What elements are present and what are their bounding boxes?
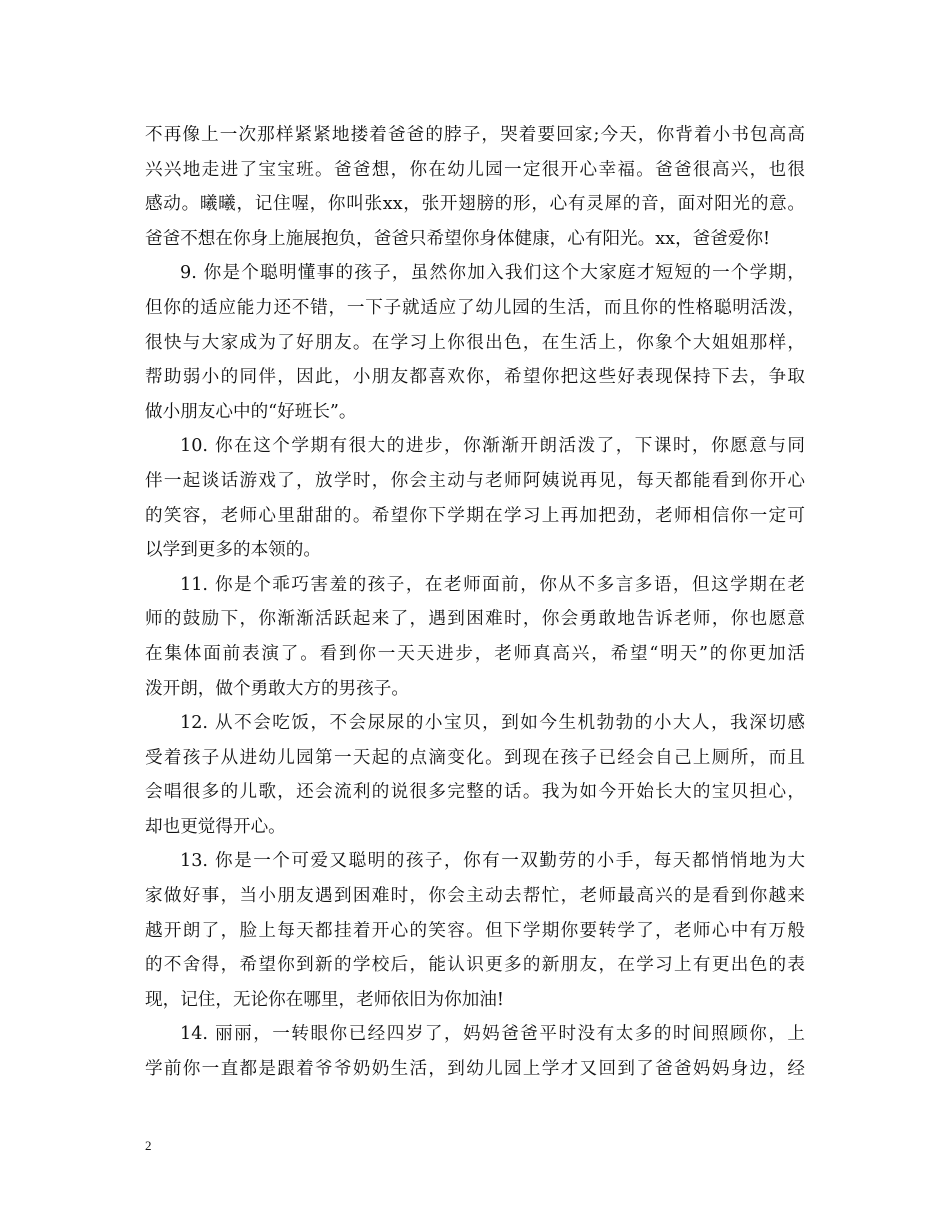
text-line: 9. 你是个聪明懂事的孩子，虽然你加入我们这个大家庭才短短的一个学期， [180,263,805,284]
paragraph [145,1017,805,1086]
paragraph [145,118,805,256]
document-body [145,118,805,1087]
text-line: 12. 从不会吃饭，不会尿尿的小宝贝，到如今生机勃勃的小大人，我深切感 [180,713,805,734]
paragraph [145,429,805,567]
text-line: 会唱很多的儿歌，还会流利的说很多完整的话。我为如今开始长大的宝贝担心， [145,782,805,803]
text-line: 却也更觉得开心。 [145,816,286,837]
text-line: 感动。曦曦，记住喔，你叫张xx，张开翅膀的形，心有灵犀的音，面对阳光的意。 [145,194,805,215]
text-line: 伴一起谈话游戏了，放学时，你会主动与老师阿姨说再见，每天都能看到你开心 [145,470,805,491]
paragraph [145,568,805,706]
paragraph [145,256,805,429]
text-line: 但你的适应能力还不错，一下子就适应了幼儿园的生活，而且你的性格聪明活泼， [145,297,805,318]
text-line: 受着孩子从进幼儿园第一天起的点滴变化。到现在孩子已经会自己上厕所，而且 [145,747,805,768]
text-line: 很快与大家成为了好朋友。在学习上你很出色，在生活上，你象个大姐姐那样， [145,332,805,353]
text-line: 爸爸不想在你身上施展抱负，爸爸只希望你身体健康，心有阳光。xx，爸爸爱你! [145,228,771,249]
text-line: 以学到更多的本领的。 [145,540,321,561]
text-line: 13. 你是一个可爱又聪明的孩子，你有一双勤劳的小手，每天都悄悄地为大 [180,851,805,872]
text-line: 帮助弱小的同伴，因此，小朋友都喜欢你，希望你把这些好表现保持下去，争取 [145,367,805,388]
text-line: 的笑容，老师心里甜甜的。希望你下学期在学习上再加把劲，老师相信你一定可 [145,505,805,526]
text-line: 不再像上一次那样紧紧地搂着爸爸的脖子，哭着要回家;今天，你背着小书包高高 [145,125,805,145]
text-line: 兴兴地走进了宝宝班。爸爸想，你在幼儿园一定很开心幸福。爸爸很高兴，也很 [145,159,805,180]
text-line: 学前你一直都是跟着爷爷奶奶生活，到幼儿园上学才又回到了爸爸妈妈身边，经 [145,1059,805,1080]
text-line: 在集体面前表演了。看到你一天天进步，老师真高兴，希望“明天”的你更加活 [145,643,805,664]
text-line: 10. 你在这个学期有很大的进步，你渐渐开朗活泼了，下课时，你愿意与同 [180,436,805,457]
text-line: 泼开朗，做个勇敢大方的男孩子。 [145,678,409,699]
text-line: 家做好事，当小朋友遇到困难时，你会主动去帮忙，老师最高兴的是看到你越来 [145,886,805,907]
page-number: 2 [145,1138,152,1153]
paragraph [145,706,805,844]
text-line: 做小朋友心中的“好班长”。 [145,401,357,422]
text-line: 14. 丽丽，一转眼你已经四岁了，妈妈爸爸平时没有太多的时间照顾你，上 [180,1024,805,1045]
text-line: 现，记住，无论你在哪里，老师依旧为你加油! [145,989,504,1010]
text-line: 的不舍得，希望你到新的学校后，能认识更多的新朋友，在学习上有更出色的表 [145,955,805,976]
text-line: 11. 你是个乖巧害羞的孩子，在老师面前，你从不多言多语，但这学期在老 [180,574,805,595]
text-line: 师的鼓励下，你渐渐活跃起来了，遇到困难时，你会勇敢地告诉老师，你也愿意 [145,609,805,630]
text-line: 越开朗了，脸上每天都挂着开心的笑容。但下学期你要转学了，老师心中有万般 [145,920,805,941]
paragraph [145,844,805,1017]
